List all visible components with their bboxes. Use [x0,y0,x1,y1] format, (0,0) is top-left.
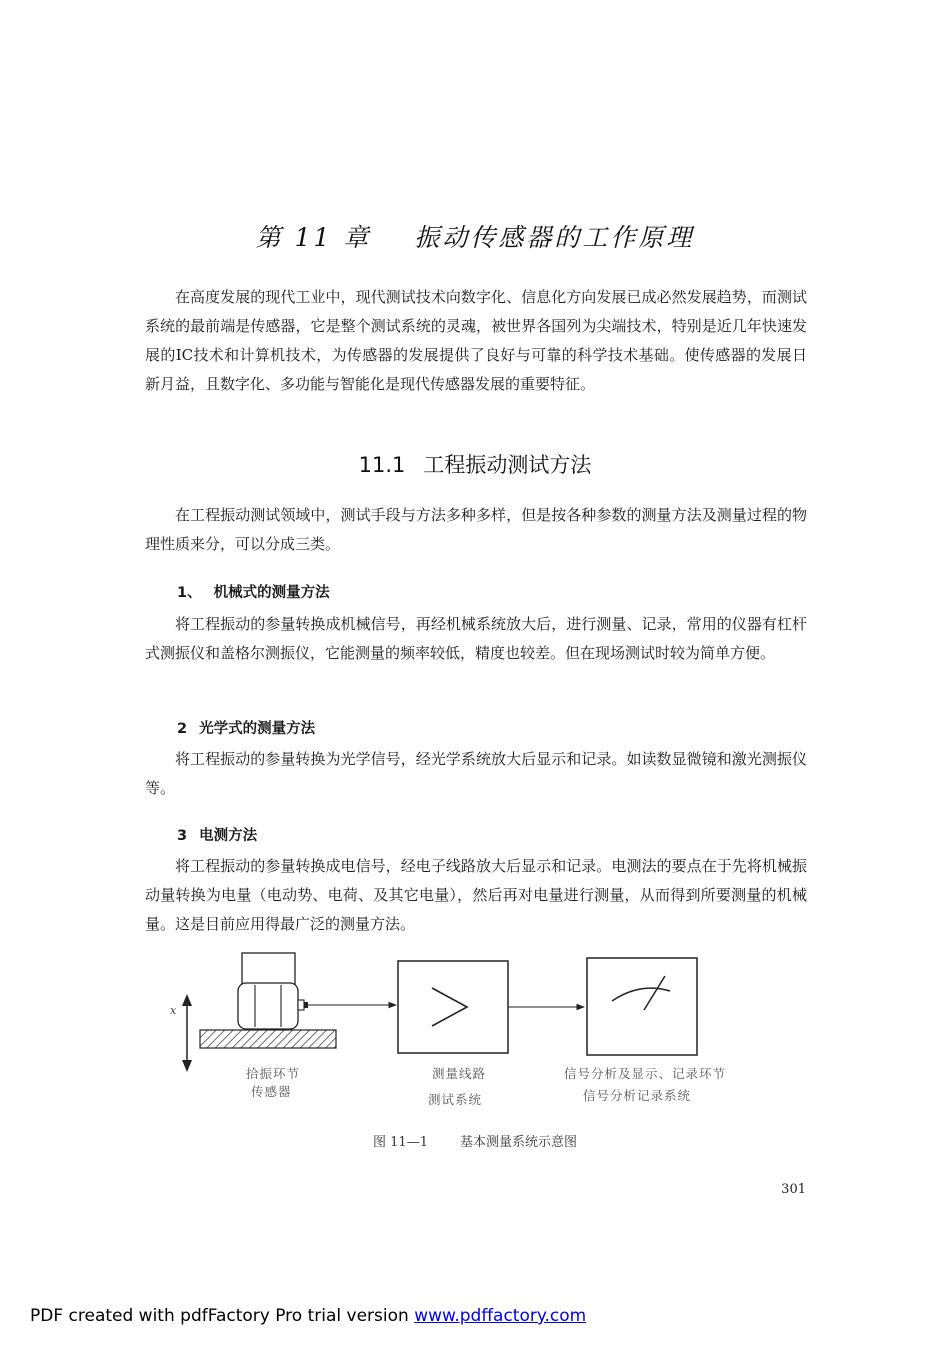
section-name: 工程振动测试方法 [423,453,592,477]
method-3-heading [177,824,257,845]
method-2-title: 光学式的测量方法 [199,721,316,737]
method-3-paragraph: 将工程振动的参量转换成电信号，经电子线路放大后显示和记录。电测法的要点在于先将机械振动量转换为电量（电动势、电荷、及其它电量），然后再对电量进行测量，从而得到所要测量的机械量。这是目前应用得最广泛的测量方法。 [145,857,807,933]
label-sensor: 传感器 [251,1084,292,1099]
figure-caption-number: 图 11—1 [373,1135,428,1150]
method-2-paragraph: 将工程振动的参量转换为光学信号，经光学系统放大后显示和记录。如读数显微镜和激光测振仪等。 [145,750,807,797]
sensor-icon [238,953,308,1029]
method-1-heading [177,581,330,602]
chapter-name: 振动传感器的工作原理 [414,223,695,252]
label-analysis-system: 信号分析记录系统 [583,1088,692,1103]
method-2-number: 2 [177,721,188,737]
figure-caption [0,1131,950,1150]
chapter-number: 第 11 章 [255,223,372,252]
method-1-title: 机械式的测量方法 [213,585,330,601]
method-3-number: 3 [177,828,188,844]
displacement-axis [182,994,192,1072]
pdf-footer [30,1306,586,1326]
measurement-system-figure [160,950,800,1110]
section-title [0,449,950,479]
axis-x-label: x [170,1004,177,1017]
label-analysis-stage: 信号分析及显示、记录环节 [564,1066,727,1081]
pdffactory-link[interactable]: www.pdffactory.com [414,1306,587,1326]
figure-caption-text: 基本测量系统示意图 [459,1135,577,1150]
meter-icon [587,958,697,1055]
method-1-number: 1、 [177,585,202,601]
label-test-system: 测试系统 [428,1092,483,1107]
footer-text: PDF created with pdfFactory Pro trial version [30,1306,415,1326]
base-plate [200,1030,336,1048]
label-circuit: 测量线路 [432,1066,487,1081]
method-1-paragraph: 将工程振动的参量转换成机械信号，再经机械系统放大后，进行测量、记录，常用的仪器有杠杆式测振仪和盖格尔测振仪，它能测量的频率较低，精度也较差。但在现场测试时较为简单方便。 [145,615,807,662]
label-pickup-stage: 拾振环节 [246,1066,301,1081]
intro-paragraph: 在高度发展的现代工业中，现代测试技术向数字化、信息化方向发展已成必然发展趋势，而测试系统的最前端是传感器，它是整个测试系统的灵魂，被世界各国列为尖端技术，特别是近几年快速发展的IC技术和计算机技术，为传感器的发展提供了良好与可靠的科学技术基础。使传感器的发展日新月益，且数字化、多功能与智能化是现代传感器发展的重要特征。 [145,288,807,393]
page-number: 301 [781,1182,806,1197]
section-number: 11.1 [358,453,406,477]
method-2-heading [177,717,315,738]
section-intro-paragraph: 在工程振动测试领域中，测试手段与方法多种多样，但是按各种参数的测量方法及测量过程的物理性质来分，可以分成三类。 [145,506,807,553]
chapter-title [0,218,950,254]
method-3-title: 电测方法 [199,828,258,844]
amplifier-icon [398,961,508,1053]
